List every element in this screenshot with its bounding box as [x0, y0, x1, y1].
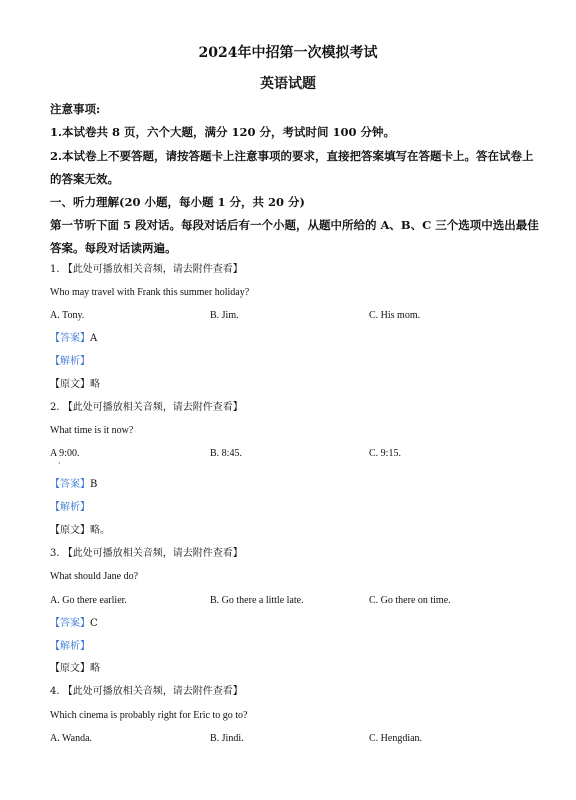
answer-tag: 【答案】	[50, 333, 90, 344]
original-value: 略。	[90, 525, 110, 536]
answer-value: C	[90, 618, 98, 629]
notice-item-1: 1.本试卷共 8 页，六个大题，满分 120 分，考试时间 100 分钟。	[50, 125, 396, 139]
question-2-answer	[50, 478, 97, 492]
original-tag: 【原文】	[50, 663, 90, 674]
question-1-original	[50, 378, 100, 392]
exam-title: 2024年中招第一次模拟考试	[198, 45, 378, 61]
original-tag: 【原文】	[50, 525, 90, 536]
question-number: 4.	[50, 686, 60, 697]
question-4-text: Which cinema is probably right for Eric to go to?	[50, 710, 248, 721]
question-number: 1.	[50, 264, 60, 275]
question-3-option-b: B. Go there a little late.	[210, 595, 304, 606]
stray-dot-mark: ·	[58, 459, 61, 468]
question-2-text: What time is it now?	[50, 425, 134, 436]
original-value: 略	[90, 663, 100, 674]
original-value: 略	[90, 379, 100, 390]
audio-note: 【此处可播放相关音频，请去附件查看】	[62, 402, 243, 413]
audio-note: 【此处可播放相关音频，请去附件查看】	[62, 686, 243, 697]
question-4-option-c: C. Hengdian.	[369, 733, 423, 744]
question-3-original	[50, 662, 100, 676]
question-3-answer	[50, 617, 98, 631]
question-4-option-a: A. Wanda.	[50, 733, 93, 744]
question-1-option-b: B. Jim.	[210, 310, 239, 321]
question-2-option-b: B. 8:45.	[210, 448, 242, 459]
question-3-audio-note	[50, 547, 540, 561]
question-1-answer	[50, 332, 97, 346]
question-1-option-a: A. Tony.	[50, 310, 85, 321]
question-4-audio-note	[50, 685, 540, 699]
question-2-option-a: A 9:00.	[50, 448, 80, 459]
section-heading: 一、听力理解(20 小题，每小题 1 分，共 20 分)	[50, 195, 305, 209]
answer-tag: 【答案】	[50, 618, 90, 629]
question-1-audio-note	[50, 263, 540, 277]
question-2-original	[50, 524, 110, 538]
question-3-option-c: C. Go there on time.	[369, 595, 451, 606]
exam-subtitle: 英语试题	[260, 76, 316, 92]
audio-note: 【此处可播放相关音频，请去附件查看】	[62, 548, 243, 559]
question-3-text: What should Jane do?	[50, 571, 139, 582]
original-tag: 【原文】	[50, 379, 90, 390]
question-number: 3.	[50, 548, 60, 559]
audio-note: 【此处可播放相关音频，请去附件查看】	[62, 264, 243, 275]
answer-value: B	[90, 479, 98, 490]
question-3-analysis: 【解析】	[50, 641, 90, 652]
question-1-analysis: 【解析】	[50, 356, 90, 367]
question-4-option-b: B. Jindi.	[210, 733, 244, 744]
question-2-audio-note	[50, 401, 540, 415]
notice-heading: 注意事项:	[50, 102, 101, 116]
question-1-text: Who may travel with Frank this summer holiday?	[50, 287, 250, 298]
answer-tag: 【答案】	[50, 479, 90, 490]
section-intro: 第一节听下面 5 段对话。每段对话后有一个小题，从题中所给的 A、B、C 三个选项中选出最佳答案。每段对话读两遍。	[50, 218, 539, 255]
question-2-analysis: 【解析】	[50, 502, 90, 513]
answer-value: A	[90, 333, 98, 344]
question-number: 2.	[50, 402, 60, 413]
notice-item-2: 2.本试卷上不要答题，请按答题卡上注意事项的要求，直接把答案填写在答题卡上。答在试卷上的答案无效。	[50, 149, 534, 186]
question-2-option-c: C. 9:15.	[369, 448, 401, 459]
question-3-option-a: A. Go there earlier.	[50, 595, 127, 606]
question-1-option-c: C. His mom.	[369, 310, 421, 321]
